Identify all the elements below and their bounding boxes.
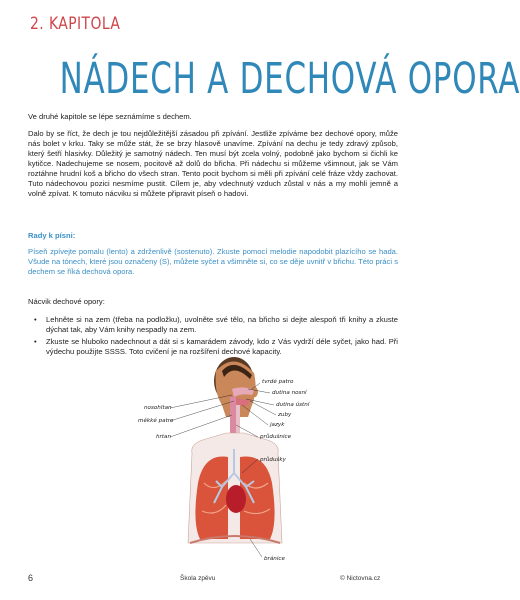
label-zuby: zuby bbox=[278, 412, 292, 418]
label-mekke-patro: měkké patro bbox=[138, 418, 174, 424]
page-number: 6 bbox=[28, 573, 34, 583]
copyright: © Nictovna.cz bbox=[340, 575, 381, 582]
label-jazyk: jazyk bbox=[270, 422, 285, 428]
label-dutina-nosni: dutina nosní bbox=[272, 390, 307, 396]
label-tvrde-patro: tvrdé patro bbox=[262, 379, 294, 385]
intro-text: Ve druhé kapitole se lépe seznámíme s dechem. bbox=[28, 112, 192, 121]
list-item bbox=[34, 315, 398, 335]
tips-heading: Rady k písni: bbox=[28, 231, 76, 240]
breath-paragraph: Dalo by se říct, že dech je tou nejdůležitější zásadou při zpívání. Jestliže zpíváme bez dechové opory, může nás bolet v krku. Taky se může stát, že se brzy hlasově unavíme. Zpívání na dechu je tedy zdravý způsob, který šetří hlasivky. Důležitý je samotný nádech. Ten musí být zcela volný, podobně jako bychom si čichli ke kytičce. Nadechujeme se nosem, pocitově až dolů do břicha. Při nádechu si můžeme všimnout, jak se Vám roztáhne hrudní koš a břicho do všech stran. Tento pocit bychom si měli při zpívání celé fráze vždy zachovat. Tuto nádechovou pozici nesmíme pustit. Cílem je, aby vdechnutý vzduch zůstal v nás a my mohli jemně a volně zpívat. K tomuto nácviku si můžete připravit píseň o hadovi. bbox=[28, 129, 398, 198]
list-item-text: Zkuste se hluboko nadechnout a dát si s kamarádem závody, kdo z Vás vydrží déle syčet, jako had. Při výdechu použijte SSSS. Toto cvičení je na rozšíření dechové kapacity. bbox=[46, 337, 398, 356]
label-nosohltan: nosohltan bbox=[144, 405, 172, 411]
chapter-label: 2. KAPITOLA bbox=[30, 14, 121, 34]
label-prudusnice: průdušnice bbox=[260, 434, 292, 440]
label-prudusky: průdušky bbox=[260, 457, 286, 463]
page-title: NÁDECH A DECHOVÁ OPORA bbox=[59, 54, 520, 104]
respiratory-diagram bbox=[130, 353, 330, 578]
exercise-heading: Nácvik dechové opory: bbox=[28, 297, 105, 306]
label-branice: bránice bbox=[264, 556, 285, 562]
label-dutina-ustni: dutina ústní bbox=[276, 402, 310, 408]
label-hrtan: hrtan bbox=[156, 434, 172, 440]
book-title: Škola zpěvu bbox=[180, 575, 216, 582]
bullet-icon: • bbox=[34, 315, 37, 324]
tips-text: Píseň zpívejte pomalu (lento) a zdrženlivě (sostenuto). Zkuste pomocí melodie napodobit plazícího se hada. Všude na tónech, které jsou označeny (S), můžete syčet a všimněte si, co se děje uvnitř v břichu. Této práci s dechem se říká dechová opora. bbox=[28, 247, 398, 276]
list-item-text: Lehněte si na zem (třeba na podložku), uvolněte své tělo, na břicho si dejte alespoň tři knihy a zkuste dýchat tak, aby Vám knihy nespadly na zem. bbox=[46, 315, 398, 334]
bullet-icon: • bbox=[34, 337, 37, 346]
